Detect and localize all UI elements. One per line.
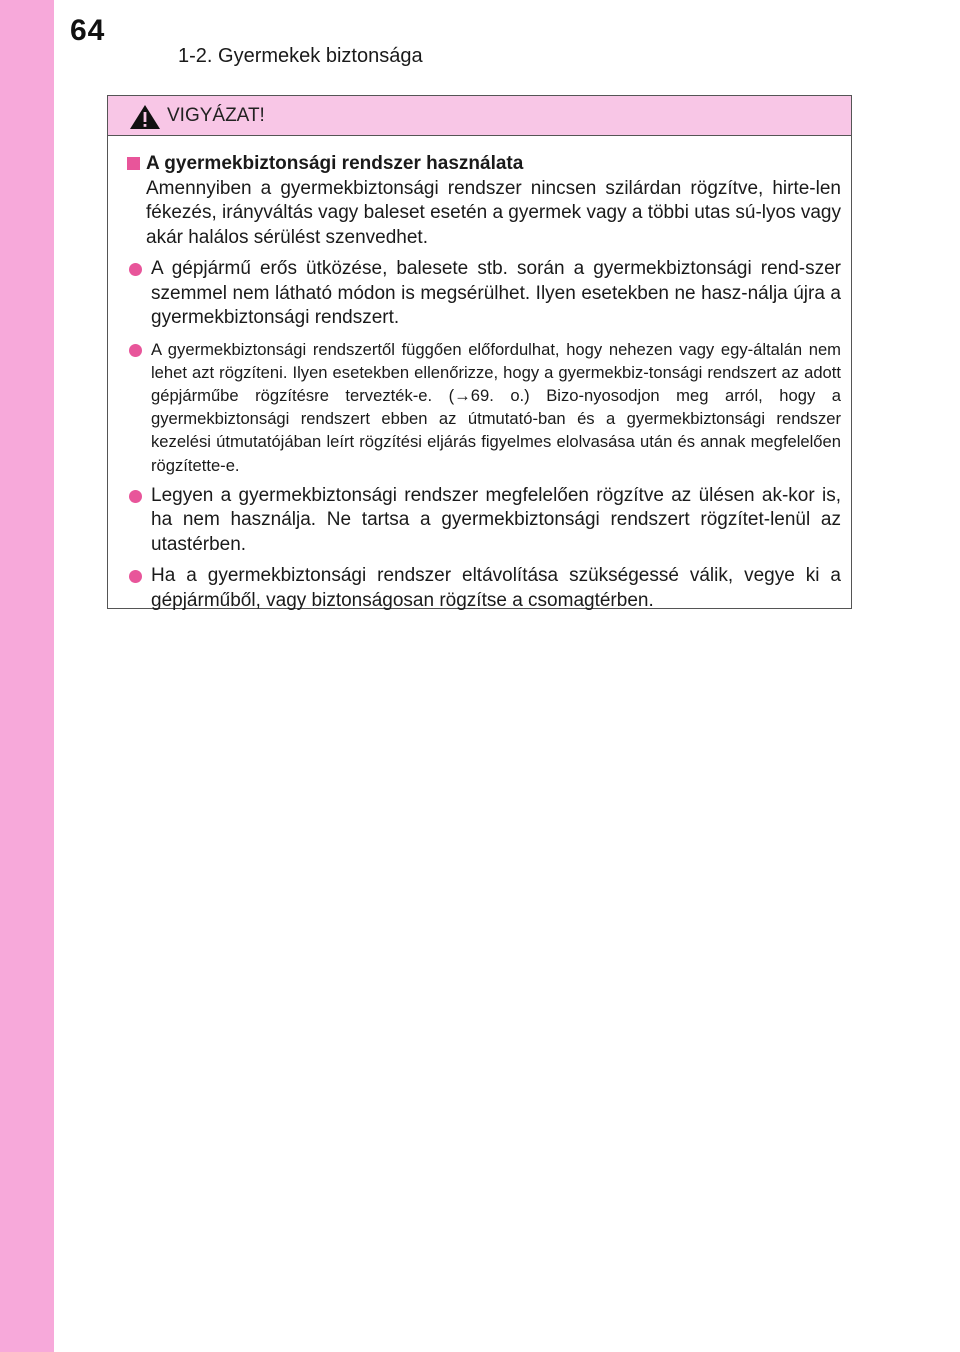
warning-intro: Amennyiben a gyermekbiztonsági rendszer nincsen szilárdan rögzítve, hirte-len fékezés, irányváltás vagy baleset esetén a gyermek vagy a többi utas sú-lyos vagy akár halálos sérülést szenvedhet. bbox=[146, 177, 841, 248]
round-bullet-icon bbox=[129, 344, 142, 357]
list-item bbox=[127, 257, 841, 331]
round-bullet-icon bbox=[129, 490, 142, 503]
warning-header bbox=[108, 96, 851, 136]
list-item bbox=[127, 338, 841, 477]
list-item-text: A gyermekbiztonsági rendszertől függően előfordulhat, hogy nehezen vagy egy-általán nem lehet azt rögzíteni. Ilyen esetekben ellenőrizze, hogy a gyermekbiz-tonsági rendszert az adott gépjárműbe rögzítésre tervezték-e. (→69. o.) Bizo-nyosodjon meg arról, hogy a gyermekbiztonsági rendszert ebben az útmutató-ban és a gyermekbiztonsági rendszer kezelési útmutatójában leírt rögzítési eljárás figyelmes elolvasása után és annak megfelelően rögzítette-e. bbox=[151, 339, 841, 475]
side-color-bar bbox=[0, 0, 54, 1352]
list-item-text: A gépjármű erős ütközése, balesete stb. során a gyermekbiztonsági rend-szer szemmel nem látható módon is megsérülhet. Ilyen esetekben ne hasz-nálja újra a gyermekbiztonsági rendszert. bbox=[151, 258, 841, 328]
warning-heading-row bbox=[127, 152, 841, 177]
round-bullet-icon bbox=[129, 570, 142, 583]
warning-heading: A gyermekbiztonsági rendszer használata bbox=[146, 153, 524, 174]
section-title: 1-2. Gyermekek biztonsága bbox=[178, 45, 423, 67]
list-item-text: Legyen a gyermekbiztonsági rendszer megfelelően rögzítve az ülésen ak-kor is, ha nem használja. Ne tartsa a gyermekbiztonsági rendszert rögzítet-lenül az utastérben. bbox=[151, 484, 841, 555]
warning-body bbox=[108, 136, 851, 613]
page-number: 64 bbox=[70, 14, 106, 47]
list-item-text: Ha a gyermekbiztonsági rendszer eltávolítása szükségessé válik, vegye ki a gépjárműből, vagy biztonságosan rögzítse a csomagtérben. bbox=[151, 565, 841, 611]
round-bullet-icon bbox=[129, 263, 142, 276]
list-item bbox=[127, 484, 841, 558]
warning-triangle-icon bbox=[129, 104, 161, 130]
warning-box bbox=[107, 95, 852, 609]
square-bullet-icon bbox=[127, 157, 140, 170]
list-item bbox=[127, 564, 841, 613]
warning-label: VIGYÁZAT! bbox=[167, 105, 265, 126]
